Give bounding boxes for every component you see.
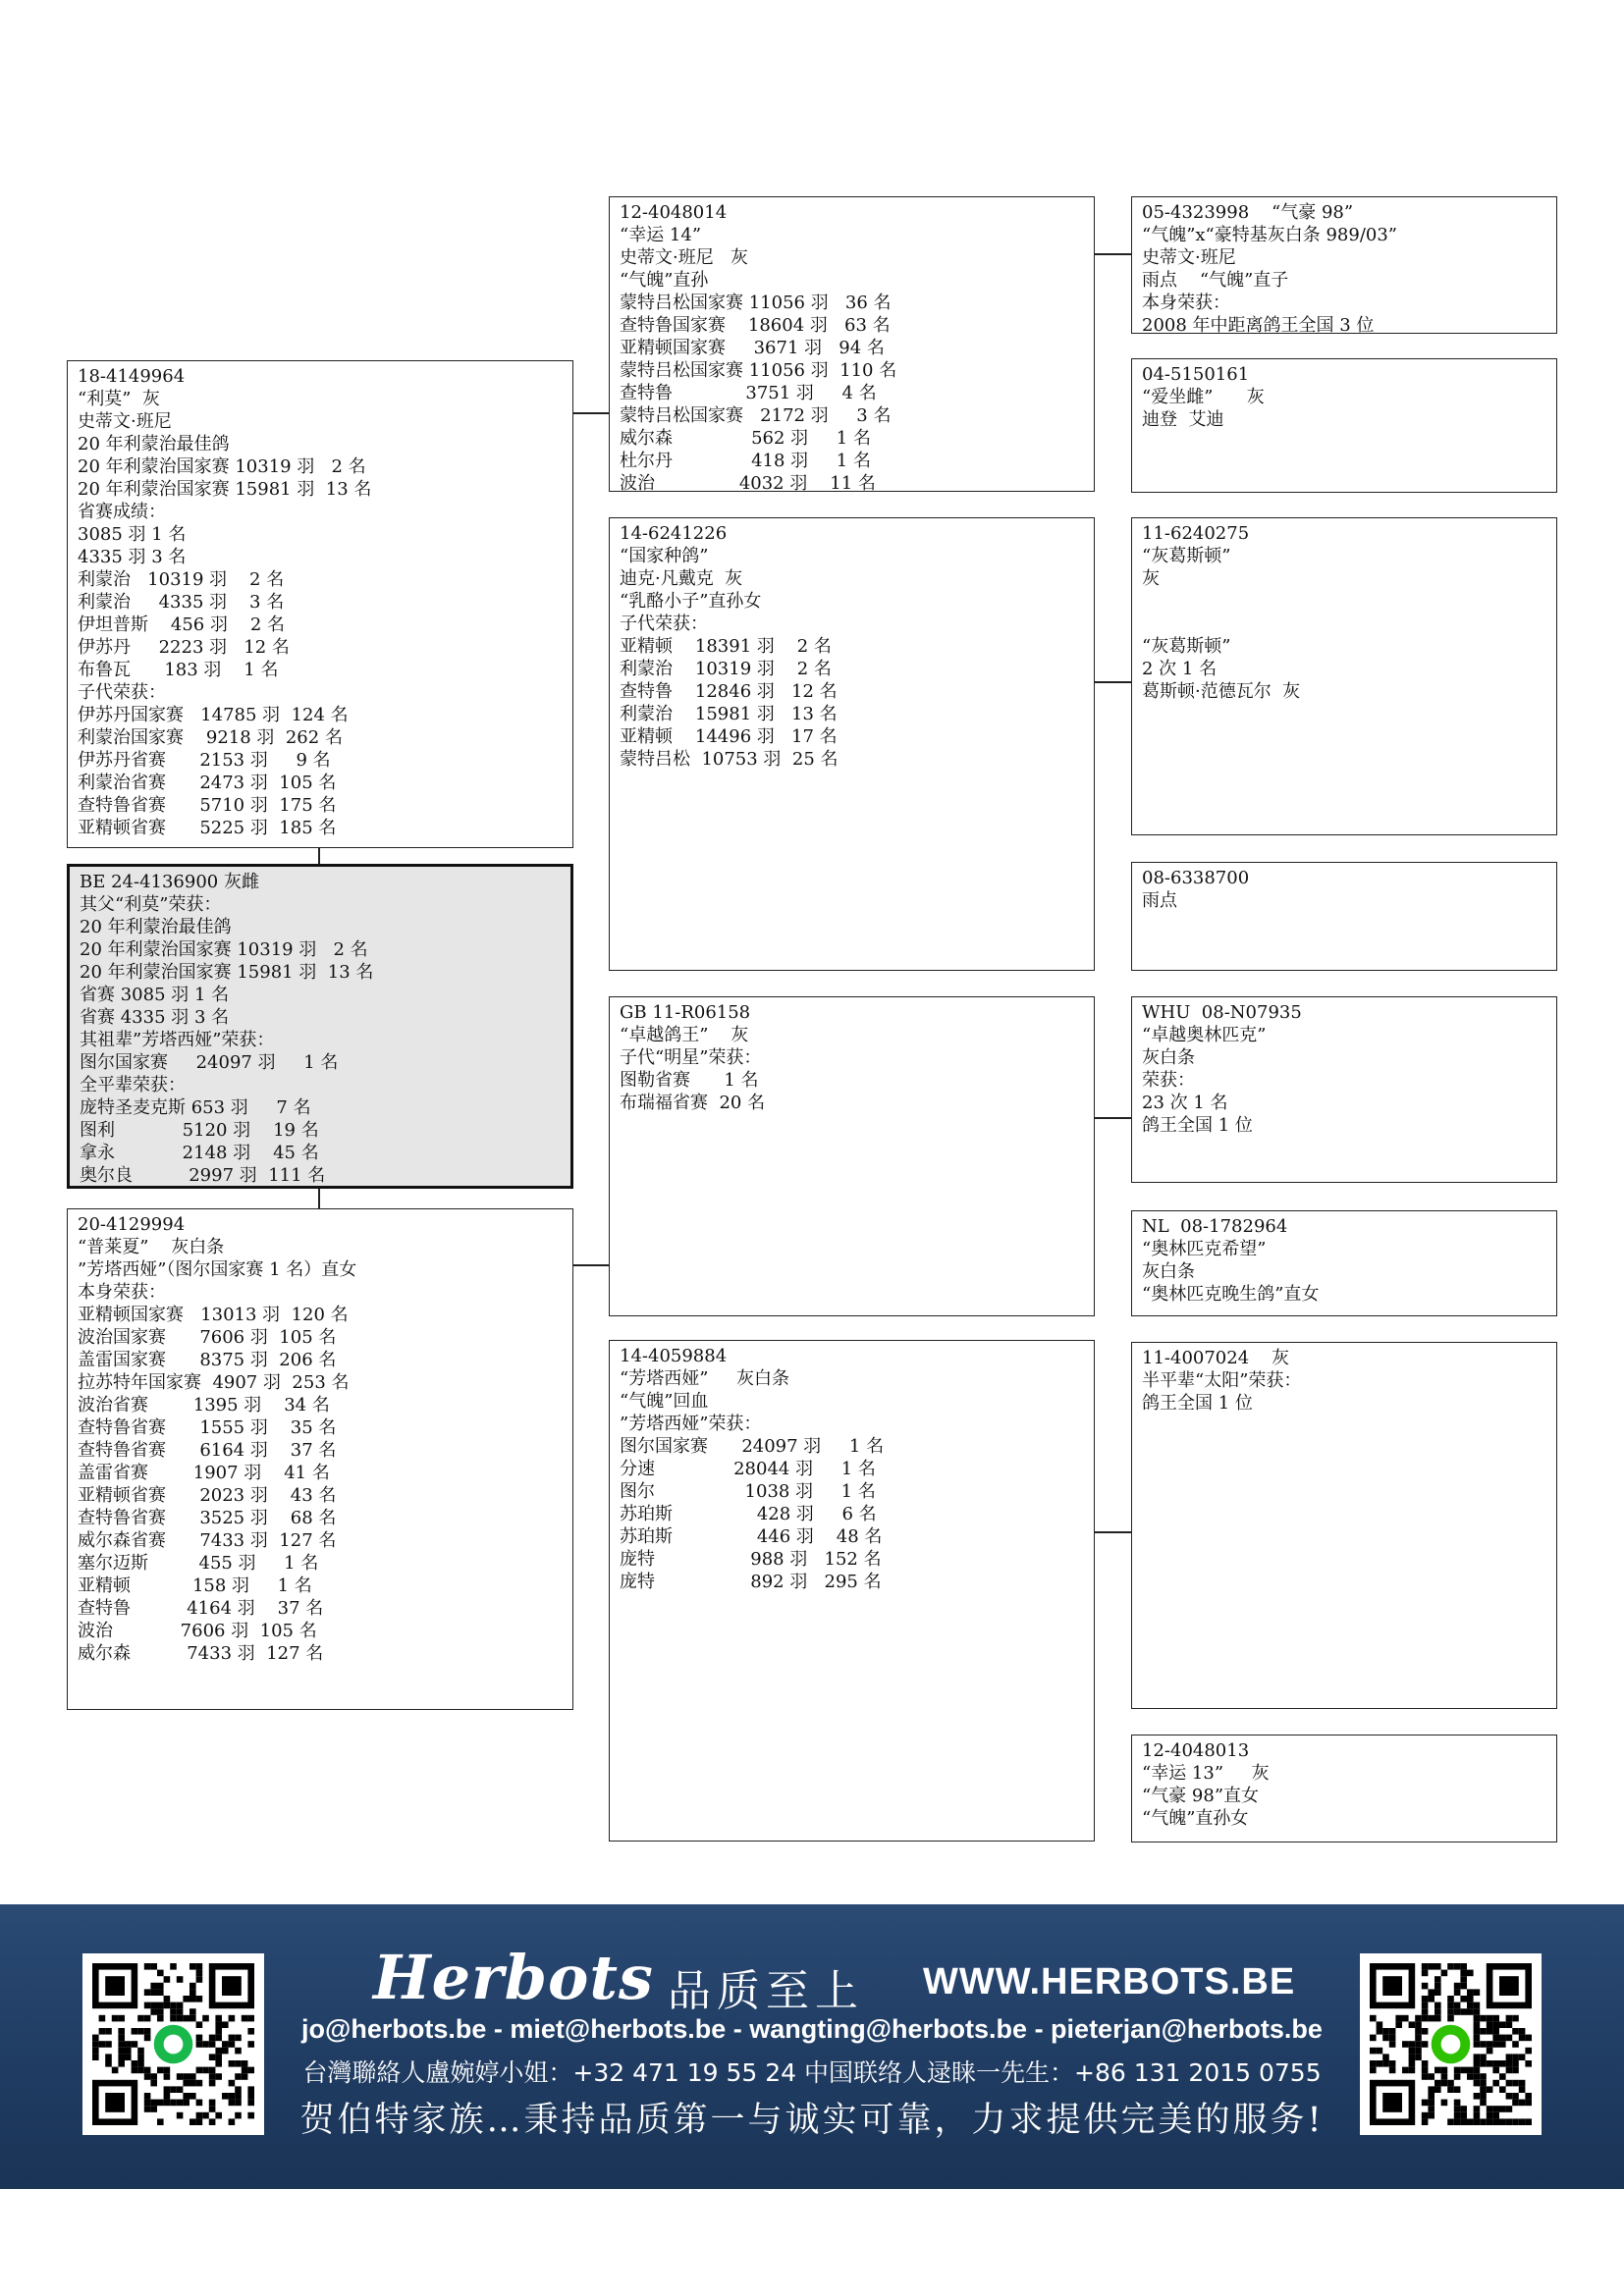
- connector: [572, 1264, 612, 1266]
- pedigree-line: 04-5150161: [1142, 364, 1250, 385]
- dam-box: [67, 1208, 573, 1710]
- pedigree-line: 利蒙治 10319 羽 2 名: [620, 659, 832, 679]
- pedigree-line: 图利 5120 羽 19 名: [80, 1120, 319, 1141]
- pedigree-line: “气魄”x“豪特基灰白条 989/03”: [1142, 225, 1398, 245]
- pedigree-line: 18-4149964: [78, 366, 186, 387]
- sire-dam-box: [609, 517, 1095, 971]
- pedigree-line: 20-4129994: [78, 1214, 186, 1235]
- pedigree-line: 12-4048013: [1142, 1740, 1250, 1761]
- pedigree-line: “灰葛斯顿”: [1142, 636, 1231, 657]
- pedigree-line: 图勒省赛 1 名: [620, 1070, 759, 1091]
- pedigree-line: 图尔国家赛 24097 羽 1 名: [80, 1052, 339, 1073]
- pedigree-line: “气豪 98”直女: [1142, 1786, 1260, 1806]
- pedigree-line: 庞特 892 羽 295 名: [620, 1572, 882, 1592]
- sire-sire-box: [609, 196, 1095, 492]
- pedigree-line: 图尔国家赛 24097 羽 1 名: [620, 1436, 885, 1457]
- pedigree-line: 伊坦普斯 456 羽 2 名: [78, 614, 286, 635]
- connector: [572, 412, 612, 414]
- pedigree-line: BE 24-4136900 灰雌: [80, 872, 259, 892]
- pedigree-line: 08-6338700: [1142, 868, 1250, 888]
- pedigree-line: “奥林匹克晚生鸽”直女: [1142, 1284, 1320, 1305]
- pedigree-line: 子代“明星”荣获：: [620, 1047, 762, 1068]
- company-tagline: 贺伯特家族…秉持品质第一与诚实可靠，力求提供完美的服务!: [299, 2101, 1325, 2140]
- great-grandparent-box-8: [1131, 1735, 1557, 1842]
- pedigree-line: 伊苏丹省赛 2153 羽 9 名: [78, 750, 331, 771]
- pedigree-line: 20 年利蒙治国家赛 15981 羽 13 名: [78, 479, 372, 500]
- pedigree-line: 迪克·凡戴克 灰: [620, 568, 743, 589]
- pedigree-line: 11-6240275: [1142, 523, 1250, 544]
- pedigree-line: 查特鲁省赛 5710 羽 175 名: [78, 795, 337, 816]
- pedigree-line: 蒙特吕松国家赛 11056 羽 110 名: [620, 360, 897, 381]
- pedigree-line: 子代荣获：: [620, 614, 708, 634]
- pedigree-line: 全平辈荣获：: [80, 1075, 186, 1095]
- pedigree-line: 20 年利蒙治国家赛 10319 羽 2 名: [78, 456, 366, 477]
- pedigree-line: 蒙特吕松 10753 羽 25 名: [620, 749, 839, 770]
- pedigree-line: 05-4323998 “气豪 98”: [1142, 202, 1354, 223]
- pedigree-line: 威尔森 7433 羽 127 名: [78, 1643, 324, 1664]
- pedigree-line: 利蒙治 15981 羽 13 名: [620, 704, 838, 724]
- pedigree-line: 子代荣获：: [78, 682, 166, 703]
- pedigree-line: 其祖辈”芳塔西娅”荣获：: [80, 1030, 275, 1050]
- pedigree-line: 2008 年中距离鸽王全国 3 位: [1142, 315, 1375, 334]
- pedigree-line: 20 年利蒙治国家赛 15981 羽 13 名: [80, 962, 374, 983]
- pedigree-line: 荣获：: [1142, 1070, 1195, 1091]
- pedigree-line: GB 11-R06158: [620, 1002, 751, 1023]
- connector: [1095, 1117, 1132, 1119]
- pedigree-line: 苏珀斯 428 羽 6 名: [620, 1504, 877, 1524]
- pedigree-line: 查特鲁 4164 羽 37 名: [78, 1598, 324, 1619]
- pedigree-line: 省赛成绩：: [78, 502, 166, 522]
- pedigree-line: [1142, 590, 1546, 613]
- brand-row: [373, 1942, 1296, 2016]
- pedigree-line: 蒙特吕松国家赛 11056 羽 36 名: [620, 293, 892, 313]
- pedigree-line: 伊苏丹国家赛 14785 羽 124 名: [78, 705, 349, 725]
- brand-slogan: 品质至上: [668, 1966, 864, 2016]
- pedigree-line: 拿永 2148 羽 45 名: [80, 1143, 319, 1163]
- contact-phones: 台灣聯絡人盧婉婷小姐：+32 471 19 55 24 中国联络人逯睐一先生：+86 131 2015 0755: [302, 2058, 1322, 2087]
- pedigree-line: WHU 08-N07935: [1142, 1002, 1302, 1023]
- pedigree-line: “奥林匹克希望”: [1142, 1239, 1267, 1259]
- great-grandparent-box-4: [1131, 862, 1557, 971]
- pedigree-line: 灰: [1142, 568, 1160, 589]
- herbots-logo: Herbots: [373, 1942, 654, 2013]
- pedigree-line: 灰白条: [1142, 1047, 1195, 1068]
- pedigree-line: 亚精顿 14496 羽 17 名: [620, 726, 838, 747]
- pedigree-line: 史蒂文·班尼: [78, 411, 172, 432]
- pedigree-line: 半平辈“太阳”荣获：: [1142, 1370, 1302, 1391]
- pedigree-line: 本身荣获：: [1142, 293, 1230, 313]
- pedigree-line: 亚精顿国家赛 13013 羽 120 名: [78, 1305, 349, 1325]
- pedigree-line: 查特鲁省赛 3525 羽 68 名: [78, 1508, 337, 1528]
- pedigree-line: 葛斯顿·范德瓦尔 灰: [1142, 681, 1301, 702]
- pedigree-line: “普莱夏” 灰白条: [78, 1237, 225, 1257]
- pedigree-line: [1142, 613, 1546, 635]
- connector: [1095, 681, 1132, 683]
- connector: [318, 846, 320, 864]
- pedigree-line: “幸运 14”: [620, 225, 702, 245]
- subject-box: [67, 864, 573, 1189]
- pedigree-line: 查特鲁省赛 6164 羽 37 名: [78, 1440, 337, 1461]
- pedigree-line: 利蒙治国家赛 9218 羽 262 名: [78, 727, 343, 748]
- pedigree-line: “气魄”直孙女: [1142, 1808, 1249, 1829]
- pedigree-line: 庞特圣麦克斯 653 羽 7 名: [80, 1097, 311, 1118]
- pedigree-line: 拉苏特年国家赛 4907 羽 253 名: [78, 1372, 350, 1393]
- pedigree-line: ”芳塔西娅”荣获：: [620, 1414, 762, 1434]
- connector: [318, 1188, 320, 1208]
- pedigree-line: 杜尔丹 418 羽 1 名: [620, 451, 871, 471]
- pedigree-line: “灰葛斯顿”: [1142, 546, 1231, 566]
- pedigree-line: “乳酪小子”直孙女: [620, 591, 762, 612]
- pedigree-line: 威尔森省赛 7433 羽 127 名: [78, 1530, 337, 1551]
- pedigree-line: 史蒂文·班尼: [1142, 247, 1236, 268]
- pedigree-line: 布鲁瓦 183 羽 1 名: [78, 660, 279, 680]
- great-grandparent-box-5: [1131, 996, 1557, 1183]
- dam-dam-box: [609, 1340, 1095, 1842]
- pedigree-line: 20 年利蒙治最佳鸽: [80, 917, 232, 937]
- pedigree-line: 分速 28044 羽 1 名: [620, 1459, 876, 1479]
- pedigree-line: 盖雷省赛 1907 羽 41 名: [78, 1463, 330, 1483]
- pedigree-line: 亚精顿省赛 2023 羽 43 名: [78, 1485, 337, 1506]
- pedigree-line: 2 次 1 名: [1142, 659, 1218, 679]
- pedigree-line: 查特鲁 3751 羽 4 名: [620, 383, 877, 403]
- pedigree-line: 奥尔良 2997 羽 111 名: [80, 1165, 326, 1186]
- pedigree-line: 查特鲁国家赛 18604 羽 63 名: [620, 315, 891, 336]
- pedigree-line: 12-4048014: [620, 202, 728, 223]
- pedigree-line: 亚精顿省赛 5225 羽 185 名: [78, 818, 337, 838]
- pedigree-line: 其父“利莫”荣获：: [80, 894, 222, 915]
- pedigree-line: 20 年利蒙治国家赛 10319 羽 2 名: [80, 939, 368, 960]
- great-grandparent-box-3: [1131, 517, 1557, 835]
- pedigree-line: 11-4007024 灰: [1142, 1348, 1290, 1368]
- website-link[interactable]: WWW.HERBOTS.BE: [923, 1961, 1296, 2002]
- pedigree-line: 4335 羽 3 名: [78, 547, 187, 567]
- great-grandparent-box-2: [1131, 358, 1557, 493]
- pedigree-line: “气魄”回血: [620, 1391, 709, 1412]
- great-grandparent-box-6: [1131, 1210, 1557, 1316]
- pedigree-line: 灰白条: [1142, 1261, 1195, 1282]
- pedigree-line: 波治省赛 1395 羽 34 名: [78, 1395, 330, 1415]
- pedigree-line: 亚精顿国家赛 3671 羽 94 名: [620, 338, 885, 358]
- pedigree-line: “幸运 13” 灰: [1142, 1763, 1270, 1784]
- pedigree-line: 图尔 1038 羽 1 名: [620, 1481, 876, 1502]
- pedigree-line: 迪登 艾迪: [1142, 409, 1224, 430]
- pedigree-line: 亚精顿 158 羽 1 名: [78, 1575, 312, 1596]
- pedigree-line: 威尔森 562 羽 1 名: [620, 428, 871, 449]
- pedigree-line: “芳塔西娅” 灰白条: [620, 1368, 790, 1389]
- pedigree-line: 盖雷国家赛 8375 羽 206 名: [78, 1350, 337, 1370]
- pedigree-line: 省赛 4335 羽 3 名: [80, 1007, 230, 1028]
- pedigree-line: 波治国家赛 7606 羽 105 名: [78, 1327, 337, 1348]
- pedigree-line: NL 08-1782964: [1142, 1216, 1288, 1237]
- pedigree-line: 本身荣获：: [78, 1282, 166, 1303]
- pedigree-line: 14-4059884: [620, 1346, 728, 1366]
- email-addresses[interactable]: jo@herbots.be - miet@herbots.be - wangting@herbots.be - pieterjan@herbots.be: [301, 2014, 1323, 2044]
- pedigree-line: 蒙特吕松国家赛 2172 羽 3 名: [620, 405, 892, 426]
- pedigree-line: “爱坐雌” 灰: [1142, 387, 1265, 407]
- great-grandparent-box-1: [1131, 196, 1557, 334]
- pedigree-line: 14-6241226: [620, 523, 728, 544]
- pedigree-line: 3085 羽 1 名: [78, 524, 187, 545]
- pedigree-line: 23 次 1 名: [1142, 1093, 1228, 1113]
- pedigree-line: 苏珀斯 446 羽 48 名: [620, 1526, 883, 1547]
- pedigree-line: 雨点: [1142, 890, 1177, 911]
- pedigree-line: “卓越鸽王” 灰: [620, 1025, 749, 1045]
- pedigree-line: “国家种鸽”: [620, 546, 709, 566]
- pedigree-line: ”芳塔西娅”（图尔国家赛 1 名）直女: [78, 1259, 357, 1280]
- sire-box: [67, 360, 573, 848]
- pedigree-line: 波治 7606 羽 105 名: [78, 1621, 317, 1641]
- connector: [1095, 253, 1132, 255]
- pedigree-line: 利蒙治省赛 2473 羽 105 名: [78, 773, 337, 793]
- pedigree-line: 鸽王全国 1 位: [1142, 1115, 1253, 1136]
- pedigree-line: 省赛 3085 羽 1 名: [80, 985, 230, 1005]
- pedigree-line: 布瑞福省赛 20 名: [620, 1093, 766, 1113]
- dam-sire-box: [609, 996, 1095, 1316]
- pedigree-line: 伊苏丹 2223 羽 12 名: [78, 637, 290, 658]
- pedigree-line: 利蒙治 4335 羽 3 名: [78, 592, 285, 613]
- pedigree-line: 史蒂文·班尼 灰: [620, 247, 748, 268]
- pedigree-line: “利莫” 灰: [78, 389, 160, 409]
- great-grandparent-box-7: [1131, 1342, 1557, 1709]
- pedigree-line: 利蒙治 10319 羽 2 名: [78, 569, 285, 590]
- pedigree-line: 查特鲁 12846 羽 12 名: [620, 681, 838, 702]
- footer-banner: [0, 1904, 1624, 2189]
- pedigree-line: “卓越奥林匹克”: [1142, 1025, 1267, 1045]
- pedigree-line: 雨点 “气魄”直子: [1142, 270, 1289, 291]
- pedigree-line: 波治 4032 羽 11 名: [620, 473, 876, 492]
- pedigree-line: 20 年利蒙治最佳鸽: [78, 434, 230, 454]
- pedigree-line: 亚精顿 18391 羽 2 名: [620, 636, 832, 657]
- pedigree-line: “气魄”直孙: [620, 270, 709, 291]
- pedigree-line: 查特鲁省赛 1555 羽 35 名: [78, 1417, 337, 1438]
- connector: [1095, 1531, 1132, 1533]
- pedigree-line: 鸽王全国 1 位: [1142, 1393, 1253, 1414]
- pedigree-line: 塞尔迈斯 455 羽 1 名: [78, 1553, 319, 1574]
- pedigree-line: 庞特 988 羽 152 名: [620, 1549, 882, 1570]
